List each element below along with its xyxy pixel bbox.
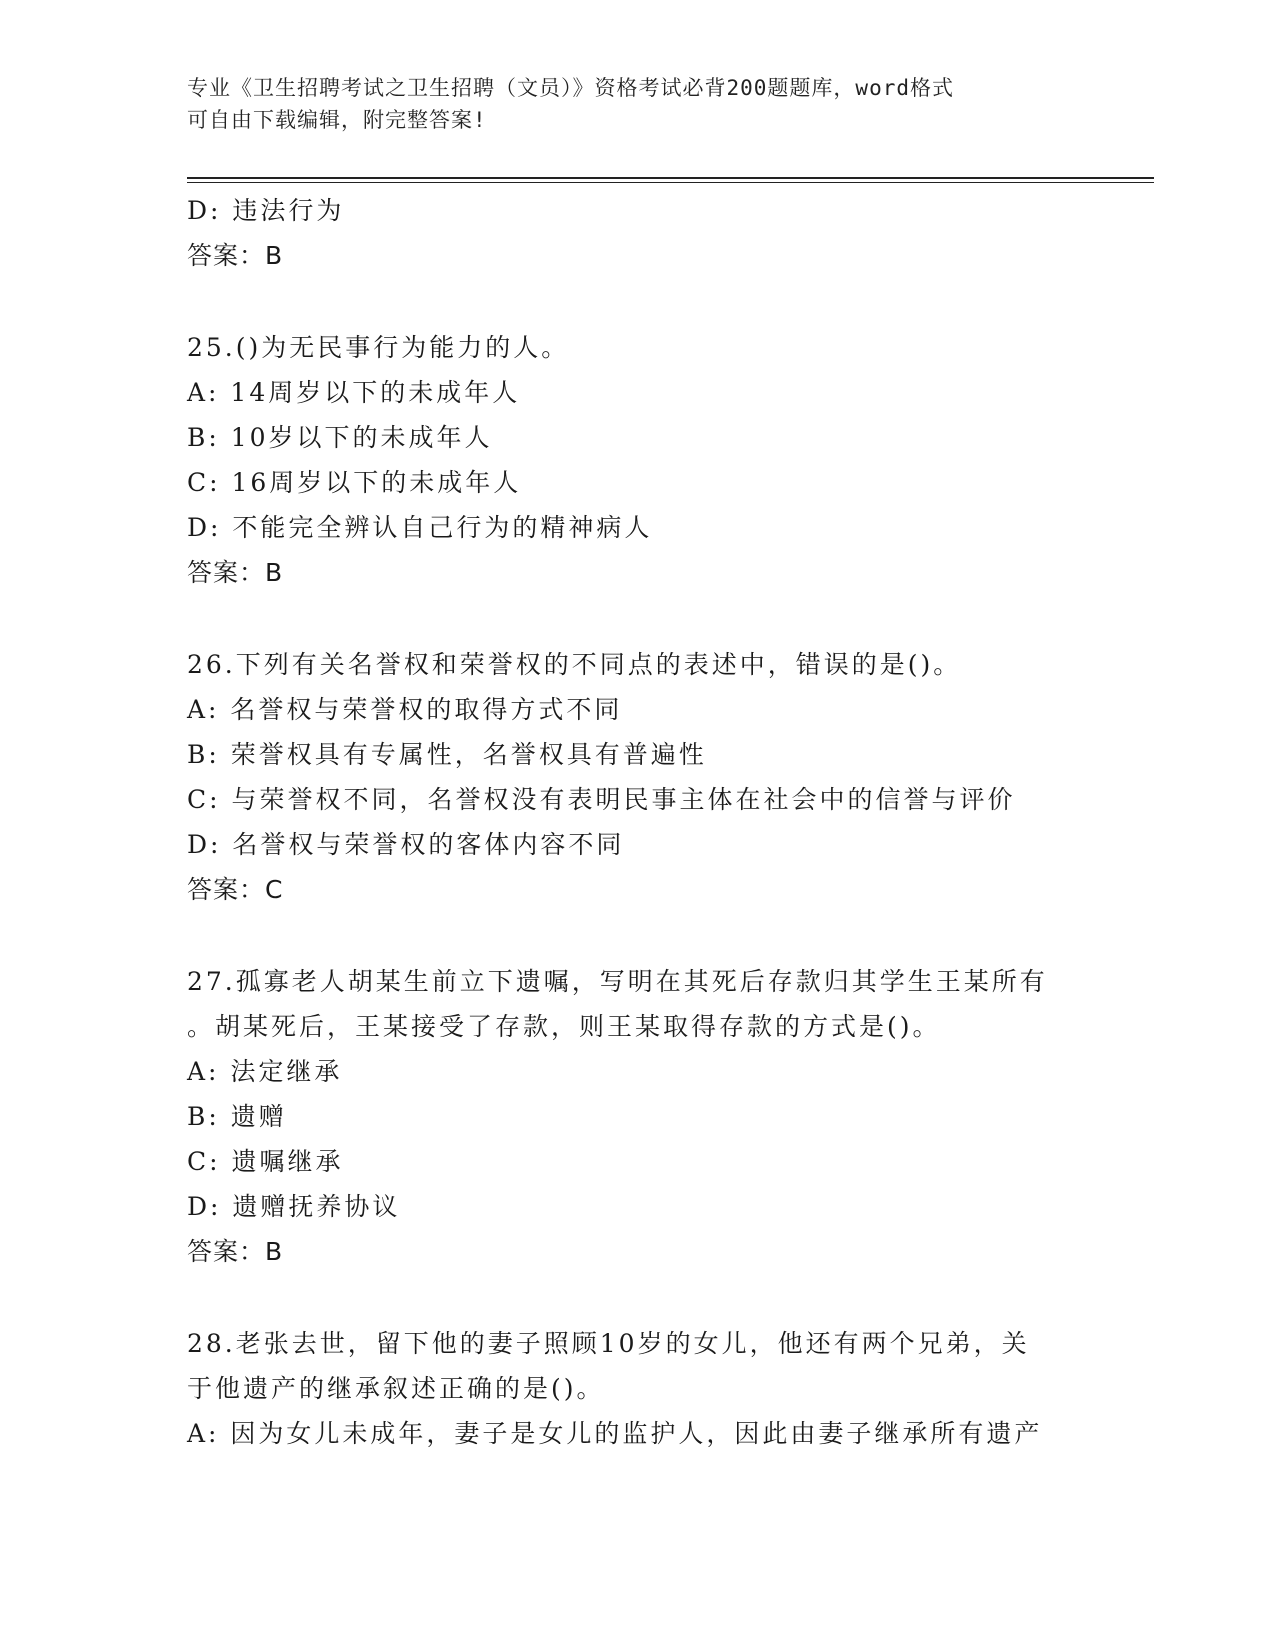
answer-label: 答案：B xyxy=(187,1237,284,1266)
option-c: C: 遗嘱继承 xyxy=(187,1147,344,1176)
option-c: C: 16周岁以下的未成年人 xyxy=(187,468,522,497)
question-stem: 25.()为无民事行为能力的人。 xyxy=(187,333,570,362)
question-24 xyxy=(187,188,1087,278)
option-a: A: 名誉权与荣誉权的取得方式不同 xyxy=(187,695,623,724)
answer-label: 答案：C xyxy=(187,875,284,904)
question-stem-line-2: 。胡某死后，王某接受了存款，则王某取得存款的方式是()。 xyxy=(187,1012,941,1041)
question-stem: 26.下列有关名誉权和荣誉权的不同点的表述中，错误的是()。 xyxy=(187,650,962,679)
option-a: A: 14周岁以下的未成年人 xyxy=(187,378,521,407)
answer-label: 答案：B xyxy=(187,558,284,587)
option-d: D: 不能完全辨认自己行为的精神病人 xyxy=(187,513,653,542)
question-28 xyxy=(187,1321,1087,1456)
question-stem-line-1: 27.孤寡老人胡某生前立下遗嘱，写明在其死后存款归其学生王某所有 xyxy=(187,967,1048,996)
option-b: B: 10岁以下的未成年人 xyxy=(187,423,493,452)
option-a: A: 法定继承 xyxy=(187,1057,343,1086)
option-b: B: 遗赠 xyxy=(187,1102,287,1131)
header-rule-thin xyxy=(187,182,1154,183)
header-rule-thick xyxy=(187,177,1154,179)
option-d: D: 名誉权与荣誉权的客体内容不同 xyxy=(187,830,625,859)
option-a: A: 因为女儿未成年，妻子是女儿的监护人，因此由妻子继承所有遗产 xyxy=(187,1419,1043,1448)
header-line-1: 专业《卫生招聘考试之卫生招聘（文员）》资格考试必背200题题库，word格式 xyxy=(187,76,954,100)
question-stem-line-1: 28.老张去世，留下他的妻子照顾10岁的女儿，他还有两个兄弟，关 xyxy=(187,1329,1030,1358)
option-d: D: 遗赠抚养协议 xyxy=(187,1192,401,1221)
header-line-2: 可自由下载编辑，附完整答案! xyxy=(187,108,487,132)
question-list xyxy=(187,188,1087,1456)
option-c: C: 与荣誉权不同，名誉权没有表明民事主体在社会中的信誉与评价 xyxy=(187,785,1016,814)
option-b: B: 荣誉权具有专属性，名誉权具有普遍性 xyxy=(187,740,707,769)
document-header xyxy=(187,72,1067,136)
question-27 xyxy=(187,959,1087,1274)
question-25 xyxy=(187,325,1087,595)
question-26 xyxy=(187,642,1087,912)
answer-label: 答案：B xyxy=(187,241,284,270)
option-d: D: 违法行为 xyxy=(187,196,345,225)
question-stem-line-2: 于他遗产的继承叙述正确的是()。 xyxy=(187,1374,605,1403)
